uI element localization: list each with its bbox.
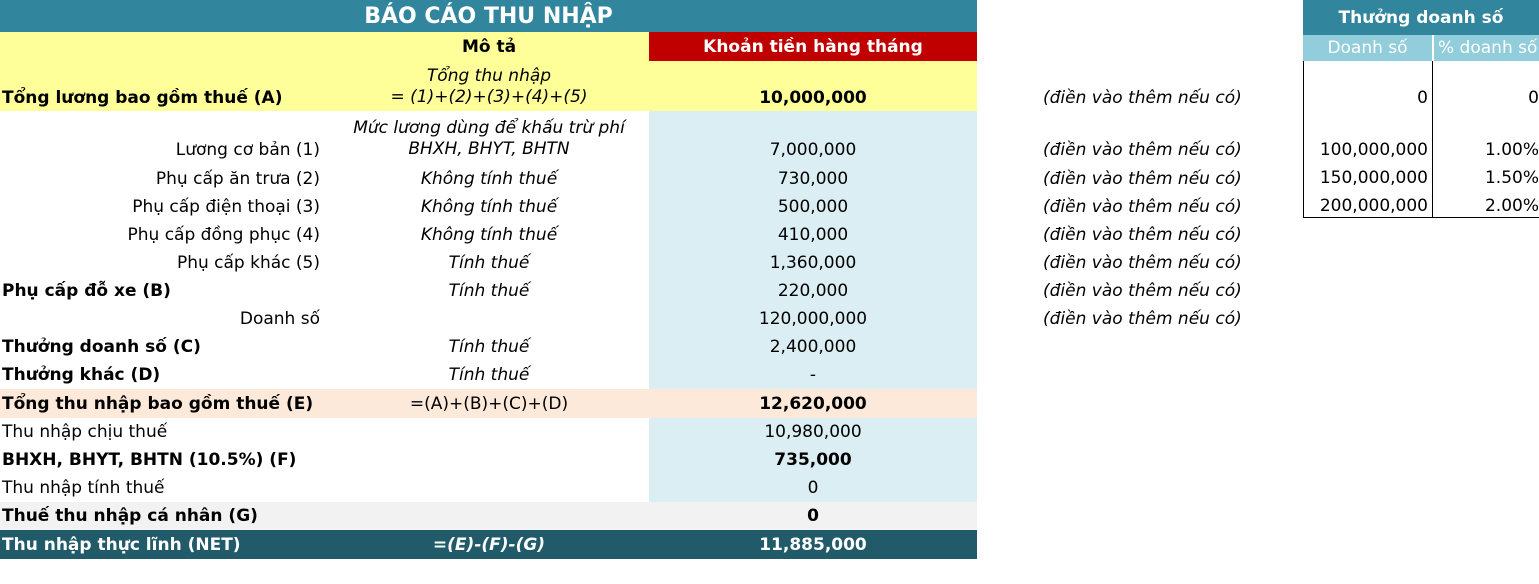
bonus-sales-cell: 0 (1417, 88, 1428, 108)
row-amount: 1,360,000 (769, 253, 857, 273)
row-label: Phụ cấp đồng phục (4) (127, 225, 320, 245)
row-amount: 7,000,000 (769, 139, 857, 160)
row-label: Thuế thu nhập cá nhân (G) (2, 506, 258, 526)
row-note: (điền vào thêm nếu có) (1043, 281, 1242, 301)
row-label: Phụ cấp điện thoại (3) (132, 197, 320, 217)
row-note: (điền vào thêm nếu có) (1043, 139, 1242, 160)
bonus-col-percent: % doanh số (1434, 35, 1539, 61)
row-amount: 12,620,000 (759, 393, 867, 414)
bonus-col-sales: Doanh số (1303, 35, 1433, 61)
row-label: Thu nhập tính thuế (2, 478, 165, 498)
row-amount: 11,885,000 (759, 534, 867, 555)
row-description: Tính thuế (448, 253, 530, 273)
row-note: (điền vào thêm nếu có) (1043, 225, 1242, 245)
bonus-sales-cell: 100,000,000 (1319, 139, 1428, 160)
row-label: BHXH, BHYT, BHTN (10.5%) (F) (2, 450, 297, 470)
row-description-line: Mức lương dùng để khấu trừ phí (353, 118, 625, 138)
bonus-sales-cell: 150,000,000 (1319, 168, 1428, 188)
bonus-sales-cell: 200,000,000 (1319, 195, 1428, 216)
bonus-percent-cell: 1.00% (1484, 139, 1539, 160)
row-label: Thu nhập chịu thuế (2, 422, 168, 442)
bonus-percent-cell: 1.50% (1484, 168, 1539, 188)
row-amount: 500,000 (777, 197, 849, 217)
row-description-line: = (1)+(2)+(3)+(4)+(5) (390, 87, 588, 107)
row-description: Tính thuế (448, 281, 530, 301)
row-note: (điền vào thêm nếu có) (1043, 169, 1242, 189)
row-label: Phụ cấp ăn trưa (2) (155, 169, 320, 189)
row-description: Không tính thuế (420, 225, 558, 245)
bonus-percent-cell: 0 (1528, 88, 1539, 108)
row-amount: 730,000 (777, 169, 849, 189)
row-label: Tổng lương bao gồm thuế (A) (2, 88, 283, 108)
row-description: =(E)-(F)-(G) (432, 534, 546, 555)
row-amount: 120,000,000 (758, 309, 868, 329)
row-label: Lương cơ bản (1) (175, 139, 320, 160)
row-label: Doanh số (239, 309, 320, 329)
row-label: Thu nhập thực lĩnh (NET) (2, 534, 241, 555)
row-description: Không tính thuế (420, 197, 558, 217)
header-amount: Khoản tiền hàng tháng (649, 32, 977, 61)
bonus-table-title: Thưởng doanh số (1303, 0, 1539, 35)
report-title: BÁO CÁO THU NHẬP (0, 0, 977, 32)
row-description: Tính thuế (448, 365, 530, 385)
row-description: Không tính thuế (420, 169, 558, 189)
row-description (330, 64, 648, 110)
row-label: Phụ cấp khác (5) (176, 253, 320, 273)
row-description-line: Tổng thu nhập (426, 66, 552, 86)
row-amount: 2,400,000 (769, 337, 857, 357)
row-amount: 10,980,000 (764, 422, 862, 442)
row-amount: 735,000 (774, 450, 852, 470)
row-amount: 410,000 (777, 225, 849, 245)
row-note: (điền vào thêm nếu có) (1043, 309, 1242, 329)
row-amount: 10,000,000 (759, 88, 867, 108)
row-description (330, 116, 648, 162)
row-amount: 0 (807, 478, 819, 498)
row-label: Thưởng doanh số (C) (2, 337, 201, 357)
row-note: (điền vào thêm nếu có) (1043, 88, 1242, 108)
row-amount: 0 (807, 506, 819, 526)
row-label: Phụ cấp đỗ xe (B) (2, 281, 171, 301)
row-description-line: BHXH, BHYT, BHTN (408, 139, 570, 159)
row-note: (điền vào thêm nếu có) (1043, 197, 1242, 217)
row-label: Thưởng khác (D) (2, 365, 161, 385)
row-description: Tính thuế (448, 337, 530, 357)
row-amount: 220,000 (777, 281, 849, 301)
header-description: Mô tả (461, 36, 517, 57)
row-amount: - (809, 365, 817, 385)
row-label: Tổng thu nhập bao gồm thuế (E) (2, 393, 314, 414)
bonus-percent-cell: 2.00% (1484, 195, 1539, 216)
row-description: =(A)+(B)+(C)+(D) (409, 393, 569, 414)
row-note: (điền vào thêm nếu có) (1043, 253, 1242, 273)
